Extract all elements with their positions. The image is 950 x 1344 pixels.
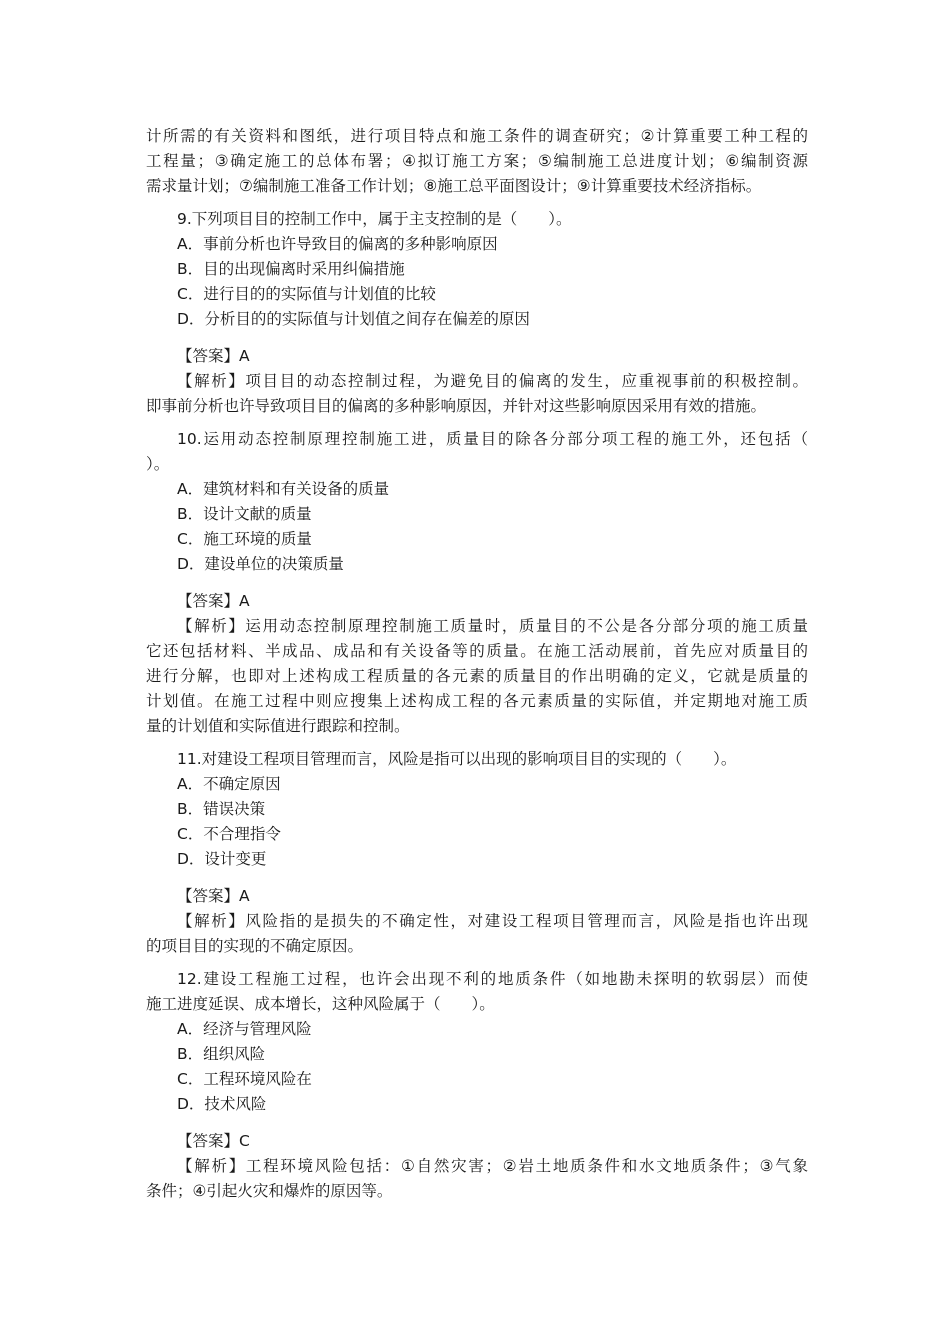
explanation [146, 1154, 808, 1204]
explanation-line: 计划值。在施工过程中则应搜集上述构成工程的各元素质量的实际值，并定期地对施工质 [146, 692, 808, 710]
option-d: D．技术风险 [177, 1095, 267, 1113]
answer: 【答案】C [177, 1132, 250, 1150]
option-a: A．事前分析也许导致目的偏离的多种影响原因 [177, 235, 498, 253]
intro-paragraph [146, 124, 808, 199]
explanation [146, 909, 808, 959]
option-c: C．进行目的的实际值与计划值的比较 [177, 285, 436, 303]
explanation-line: 即事前分析也许导致项目目的偏离的多种影响原因，并针对这些影响原因采用有效的措施。 [146, 397, 767, 415]
question-stem: 12.建设工程施工过程，也许会出现不利的地质条件（如地勘未探明的软弱层）而使 [177, 970, 808, 988]
question-stem: 9.下列项目目的控制工作中，属于主支控制的是（ ）。 [177, 210, 572, 228]
option-a: A．经济与管理风险 [177, 1020, 312, 1038]
question-9 [146, 207, 808, 419]
explanation-line: 进行分解，也即对上述构成工程质量的各元素的质量目的作出明确的定义，它就是质量的 [146, 667, 808, 685]
answer: 【答案】A [177, 592, 250, 610]
explanation-line: 条件；④引起火灾和爆炸的原因等。 [146, 1182, 393, 1200]
explanation-line: 它还包括材料、半成品、成品和有关设备等的质量。在施工活动展前，首先应对质量目的 [146, 642, 808, 660]
explanation [146, 369, 808, 419]
answer: 【答案】A [177, 347, 250, 365]
intro-line: 计所需的有关资料和图纸，进行项目特点和施工条件的调查研究；②计算重要工种工程的 [146, 127, 808, 145]
option-a: A．建筑材料和有关设备的质量 [177, 480, 390, 498]
option-b: B．组织风险 [177, 1045, 266, 1063]
explanation-line: 量的计划值和实际值进行跟踪和控制。 [146, 717, 410, 735]
option-a: A．不确定原因 [177, 775, 281, 793]
option-b: B．错误决策 [177, 800, 266, 818]
intro-line: 工程量；③确定施工的总体布署；④拟订施工方案；⑤编制施工总进度计划；⑥编制资源 [146, 152, 808, 170]
document-page [146, 124, 808, 1204]
question-stem: 施工进度延误、成本增长，这种风险属于（ ）。 [146, 995, 495, 1013]
explanation-line: 【解析】工程环境风险包括：①自然灾害；②岩土地质条件和水文地质条件；③气象 [177, 1157, 808, 1175]
explanation [146, 614, 808, 739]
intro-line: 需求量计划；⑦编制施工准备工作计划；⑧施工总平面图设计；⑨计算重要技术经济指标。 [146, 177, 762, 195]
question-stem: 10.运用动态控制原理控制施工进，质量目的除各分部分项工程的施工外，还包括（ [177, 430, 808, 448]
option-c: C．不合理指令 [177, 825, 281, 843]
option-c: C．工程环境风险在 [177, 1070, 312, 1088]
option-b: B．目的出现偏离时采用纠偏措施 [177, 260, 405, 278]
option-b: B．设计文献的质量 [177, 505, 312, 523]
question-12 [146, 967, 808, 1204]
option-d: D．分析目的的实际值与计划值之间存在偏差的原因 [177, 310, 530, 328]
question-stem: ）。 [146, 455, 170, 473]
answer: 【答案】A [177, 887, 250, 905]
question-11 [146, 747, 808, 959]
question-10 [146, 427, 808, 739]
question-stem: 11.对建设工程项目管理而言，风险是指可以出现的影响项目目的实现的（ ）。 [177, 750, 737, 768]
explanation-line: 【解析】项目目的动态控制过程，为避免目的偏离的发生，应重视事前的积极控制。 [177, 372, 808, 390]
explanation-line: 【解析】风险指的是损失的不确定性，对建设工程项目管理而言，风险是指也许出现 [177, 912, 808, 930]
option-c: C．施工环境的质量 [177, 530, 312, 548]
explanation-line: 的项目目的实现的不确定原因。 [146, 937, 364, 955]
option-d: D．建设单位的决策质量 [177, 555, 344, 573]
option-d: D．设计变更 [177, 850, 267, 868]
explanation-line: 【解析】运用动态控制原理控制施工质量时，质量目的不公是各分部分项的施工质量 [177, 617, 808, 635]
